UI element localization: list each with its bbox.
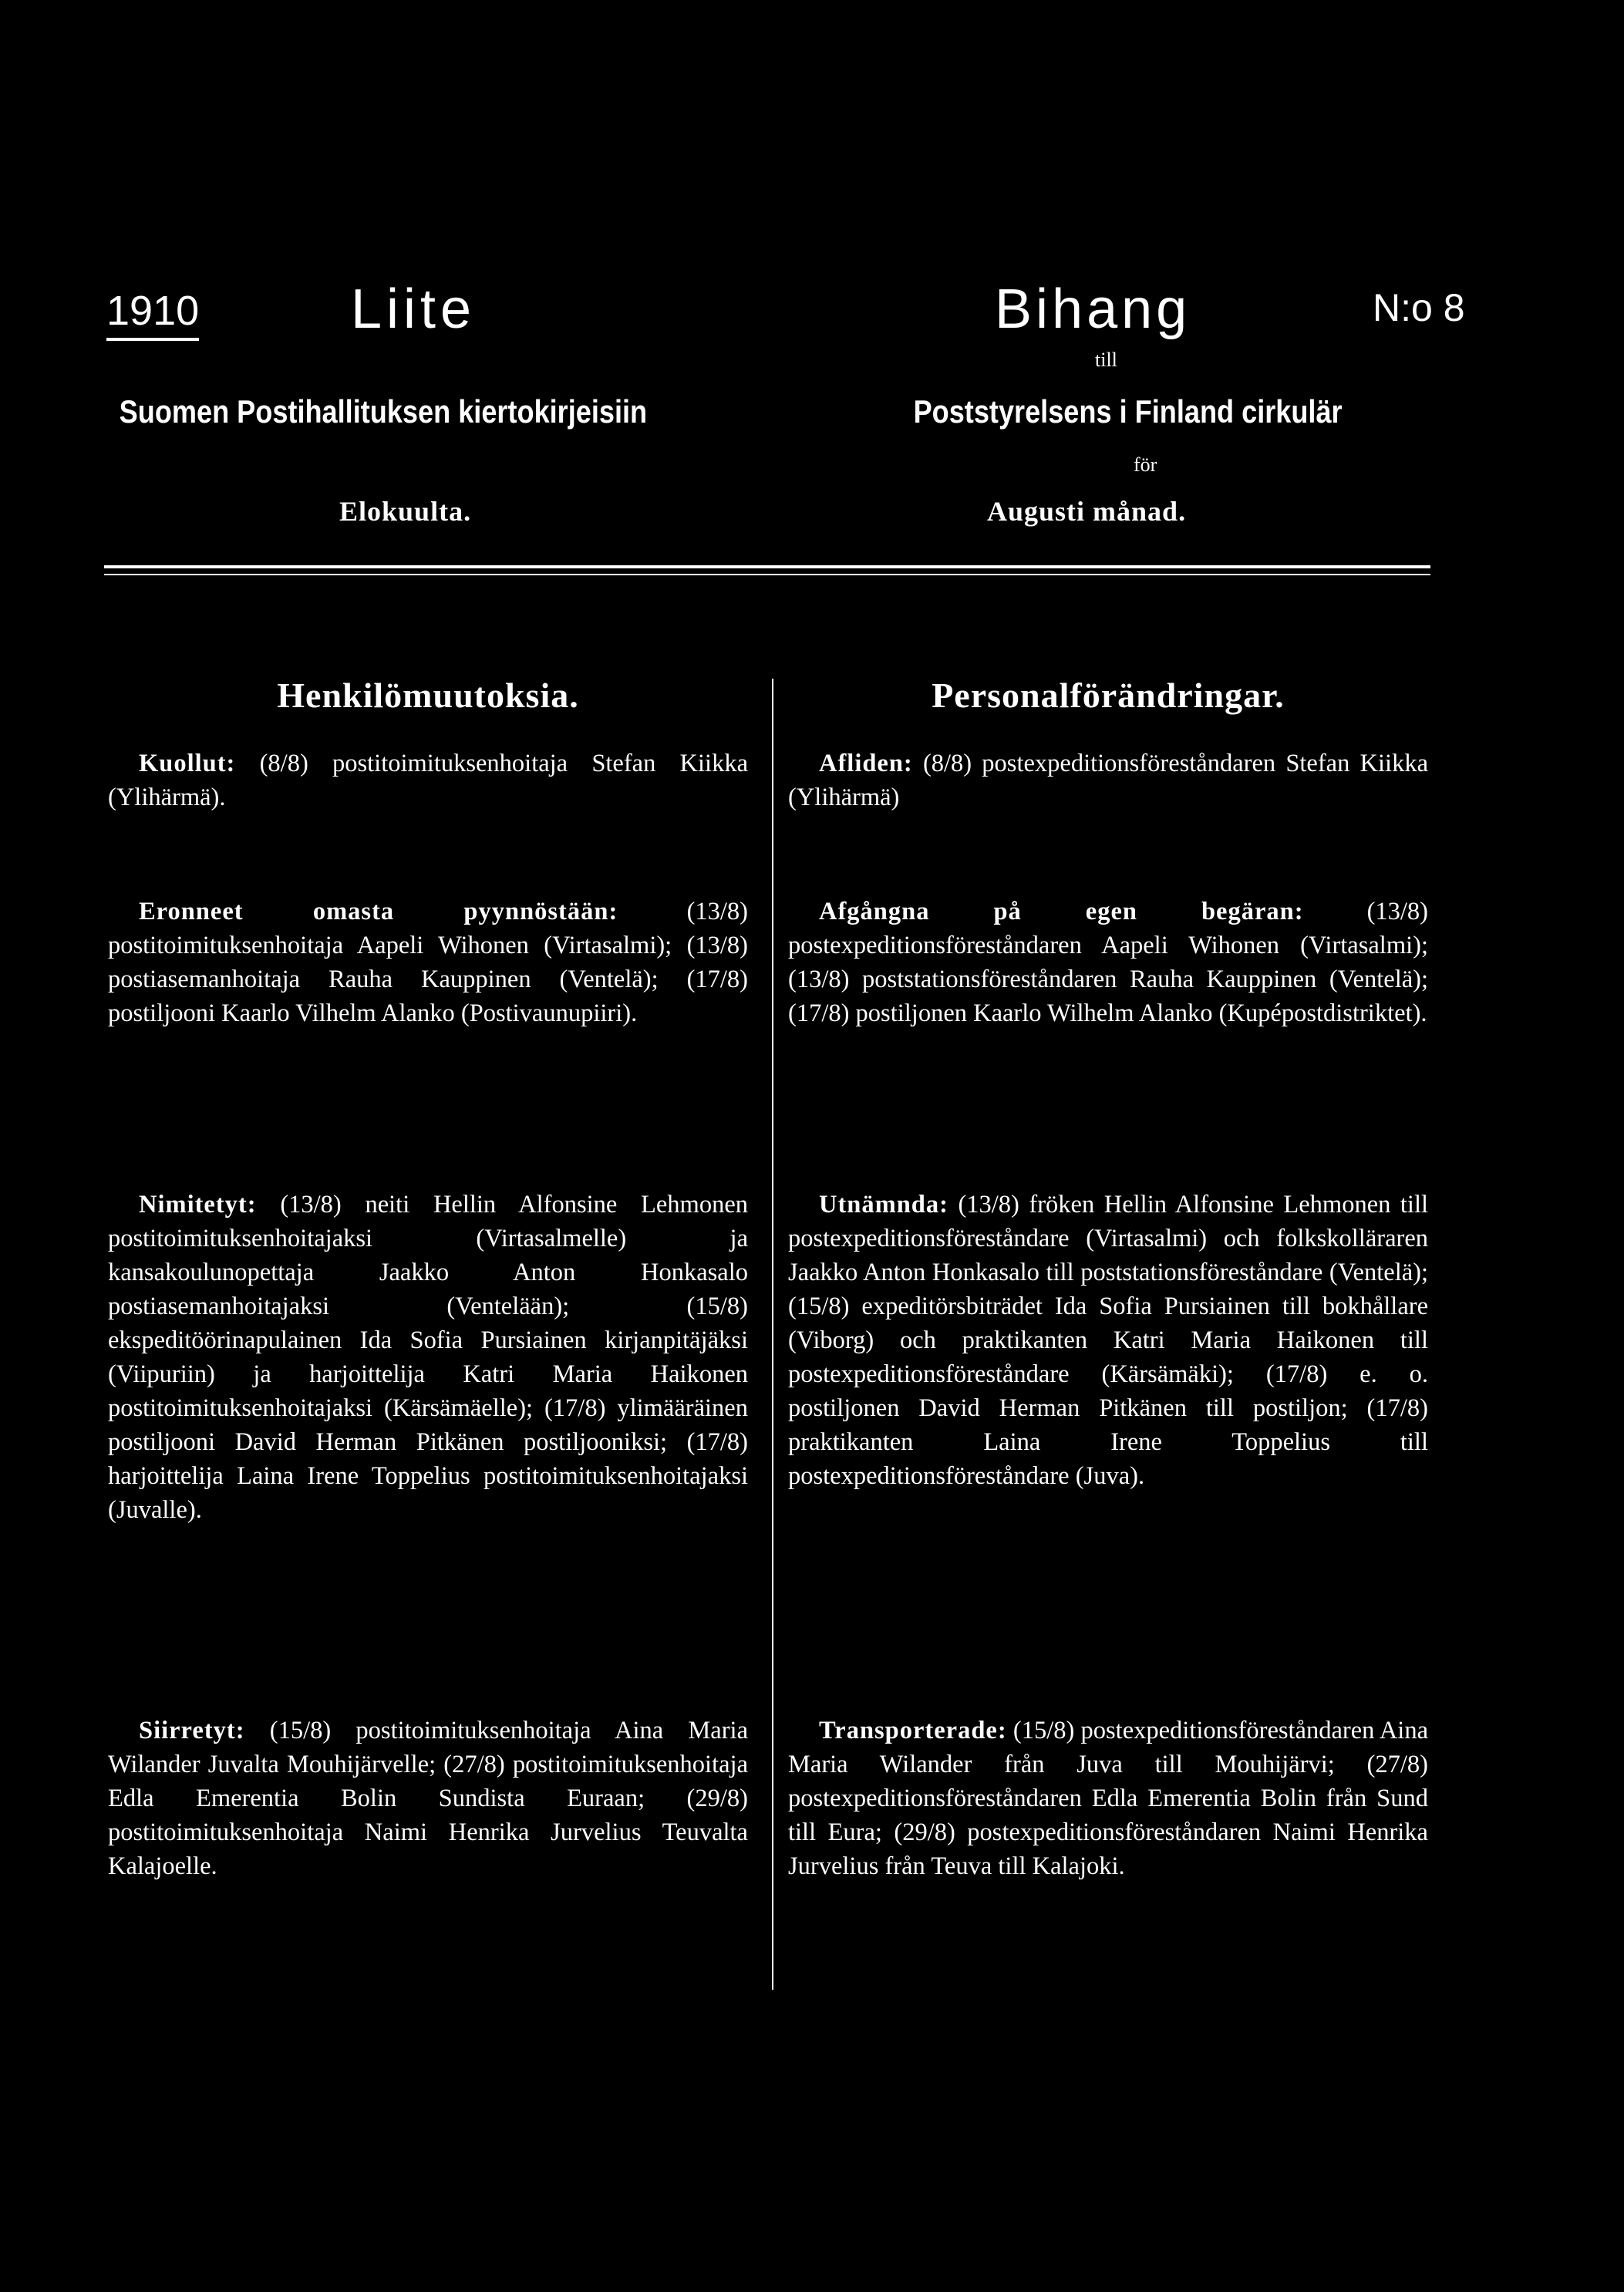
right-s4-text: (15/8) postexpeditionsföreståndaren Aina Maria Wilander från Juva till Mouhijärvi; (27/8) postexpeditionsföreståndaren Edla Emerentia Bolin från Sund till Eura; (29/8) postexpeditionsföreståndaren Naimi Henrika Jurvelius från Teuva till Kalajoki. xyxy=(788,1717,1428,1880)
left-section-appointed xyxy=(108,1188,748,1527)
month-swedish: Augusti månad. xyxy=(987,496,1187,527)
left-s2-label: Eronneet omasta pyynnöstään: xyxy=(139,898,618,925)
left-column xyxy=(108,676,748,715)
left-s2-text: (13/8) postitoimituksenhoitaja Aapeli Wihonen (Virtasalmi); (13/8) postiasemanhoitaja Rauha Kauppinen (Ventelä); (17/8) postiljooni Kaarlo Vilhelm Alanko (Postivaunupiiri). xyxy=(108,898,748,1027)
left-heading: Henkilömuutoksia. xyxy=(277,676,579,715)
title-finnish: Liite xyxy=(351,278,477,340)
column-divider xyxy=(772,679,773,1990)
left-s1-text: (8/8) postitoimituksenhoitaja Stefan Kiikka (Ylihärmä). xyxy=(108,750,749,811)
right-s3-text: (13/8) fröken Hellin Alfonsine Lehmonen till postexpeditionsföreståndare (Virtasalmi) och folkskolläraren Jaakko Anton Honkasalo till poststationsföreståndare (Ventelä); (15/8) expeditörsbiträdet Ida Sofia Pursiainen till bokhållare (Viborg) och praktikanten Katri Maria Haikonen till postexpeditionsföreståndare (Kärsämäki); (17/8) e. o. postiljonen David Herman Pitkänen till postiljon; (17/8) praktikanten Laina Irene Toppelius till postexpeditionsföreståndare (Juva). xyxy=(788,1191,1429,1490)
left-section-deceased xyxy=(108,747,748,814)
right-s2-label: Afgångna på egen begäran: xyxy=(819,898,1304,925)
header-rule-thick xyxy=(104,565,1430,568)
year: 1910 xyxy=(106,288,200,334)
header-rule-thin xyxy=(104,574,1430,575)
right-s2-text: (13/8) postexpeditionsföreståndaren Aapeli Wihonen (Virtasalmi); (13/8) poststationsföreståndaren Rauha Kauppinen (Ventelä); (17/8) postiljonen Kaarlo Wilhelm Alanko (Kupépostdistriktet). xyxy=(788,898,1428,1027)
left-s1-label: Kuollut: xyxy=(139,750,236,777)
left-s3-label: Nimitetyt: xyxy=(139,1191,257,1218)
left-s3-text: (13/8) neiti Hellin Alfonsine Lehmonen postitoimituksenhoitajaksi (Virtasalmelle) ja kansakoulunopettaja Jaakko Anton Honkasalo postiasemanhoitajaksi (Ventelään); (15/8) ekspeditöörinapulainen Ida Sofia Pursiainen kirjanpitäjäksi (Viipuriin) ja harjoittelija Katri Maria Haikonen postitoimituksenhoitajaksi (Kärsämäelle); (17/8) ylimääräinen postiljooni David Herman Pitkänen postiljooniksi; (17/8) harjoittelija Laina Irene Toppelius postitoimituksenhoitajaksi (Juvalle). xyxy=(108,1191,748,1524)
till-word: till xyxy=(1095,349,1117,371)
title-swedish: Bihang xyxy=(995,278,1191,340)
right-column xyxy=(788,676,1428,715)
left-section-transferred xyxy=(108,1714,748,1883)
right-section-appointed xyxy=(788,1188,1428,1493)
right-section-transferred xyxy=(788,1714,1428,1883)
right-s3-label: Utnämnda: xyxy=(819,1191,948,1218)
for-word: för xyxy=(1134,453,1157,476)
left-section-resigned xyxy=(108,895,748,1030)
left-s4-label: Siirretyt: xyxy=(139,1717,245,1744)
right-s1-label: Afliden: xyxy=(819,750,913,777)
month-finnish: Elokuulta. xyxy=(339,496,472,527)
left-s4-text: (15/8) postitoimituksenhoitaja Aina Maria Wilander Juvalta Mouhijärvelle; (27/8) postitoimituksenhoitaja Edla Emerentia Bolin Sundista Euraan; (29/8) postitoimituksenhoitaja Naimi Henrika Jurvelius Teuvalta Kalajoelle. xyxy=(108,1717,748,1880)
right-heading: Personalförändringar. xyxy=(932,676,1285,715)
right-s4-label: Transporterade: xyxy=(819,1717,1007,1744)
right-section-resigned xyxy=(788,895,1428,1030)
year-underline xyxy=(106,338,199,341)
issue-number: N:o 8 xyxy=(1373,286,1465,329)
subtitle-swedish: Poststyrelsens i Finland cirkulär xyxy=(913,393,1343,430)
subtitle-finnish: Suomen Postihallituksen kiertokirjeisiin xyxy=(119,393,648,430)
right-s1-text: (8/8) postexpeditionsföreståndaren Stefan Kiikka (Ylihärmä) xyxy=(788,750,1428,811)
right-section-deceased xyxy=(788,747,1428,814)
